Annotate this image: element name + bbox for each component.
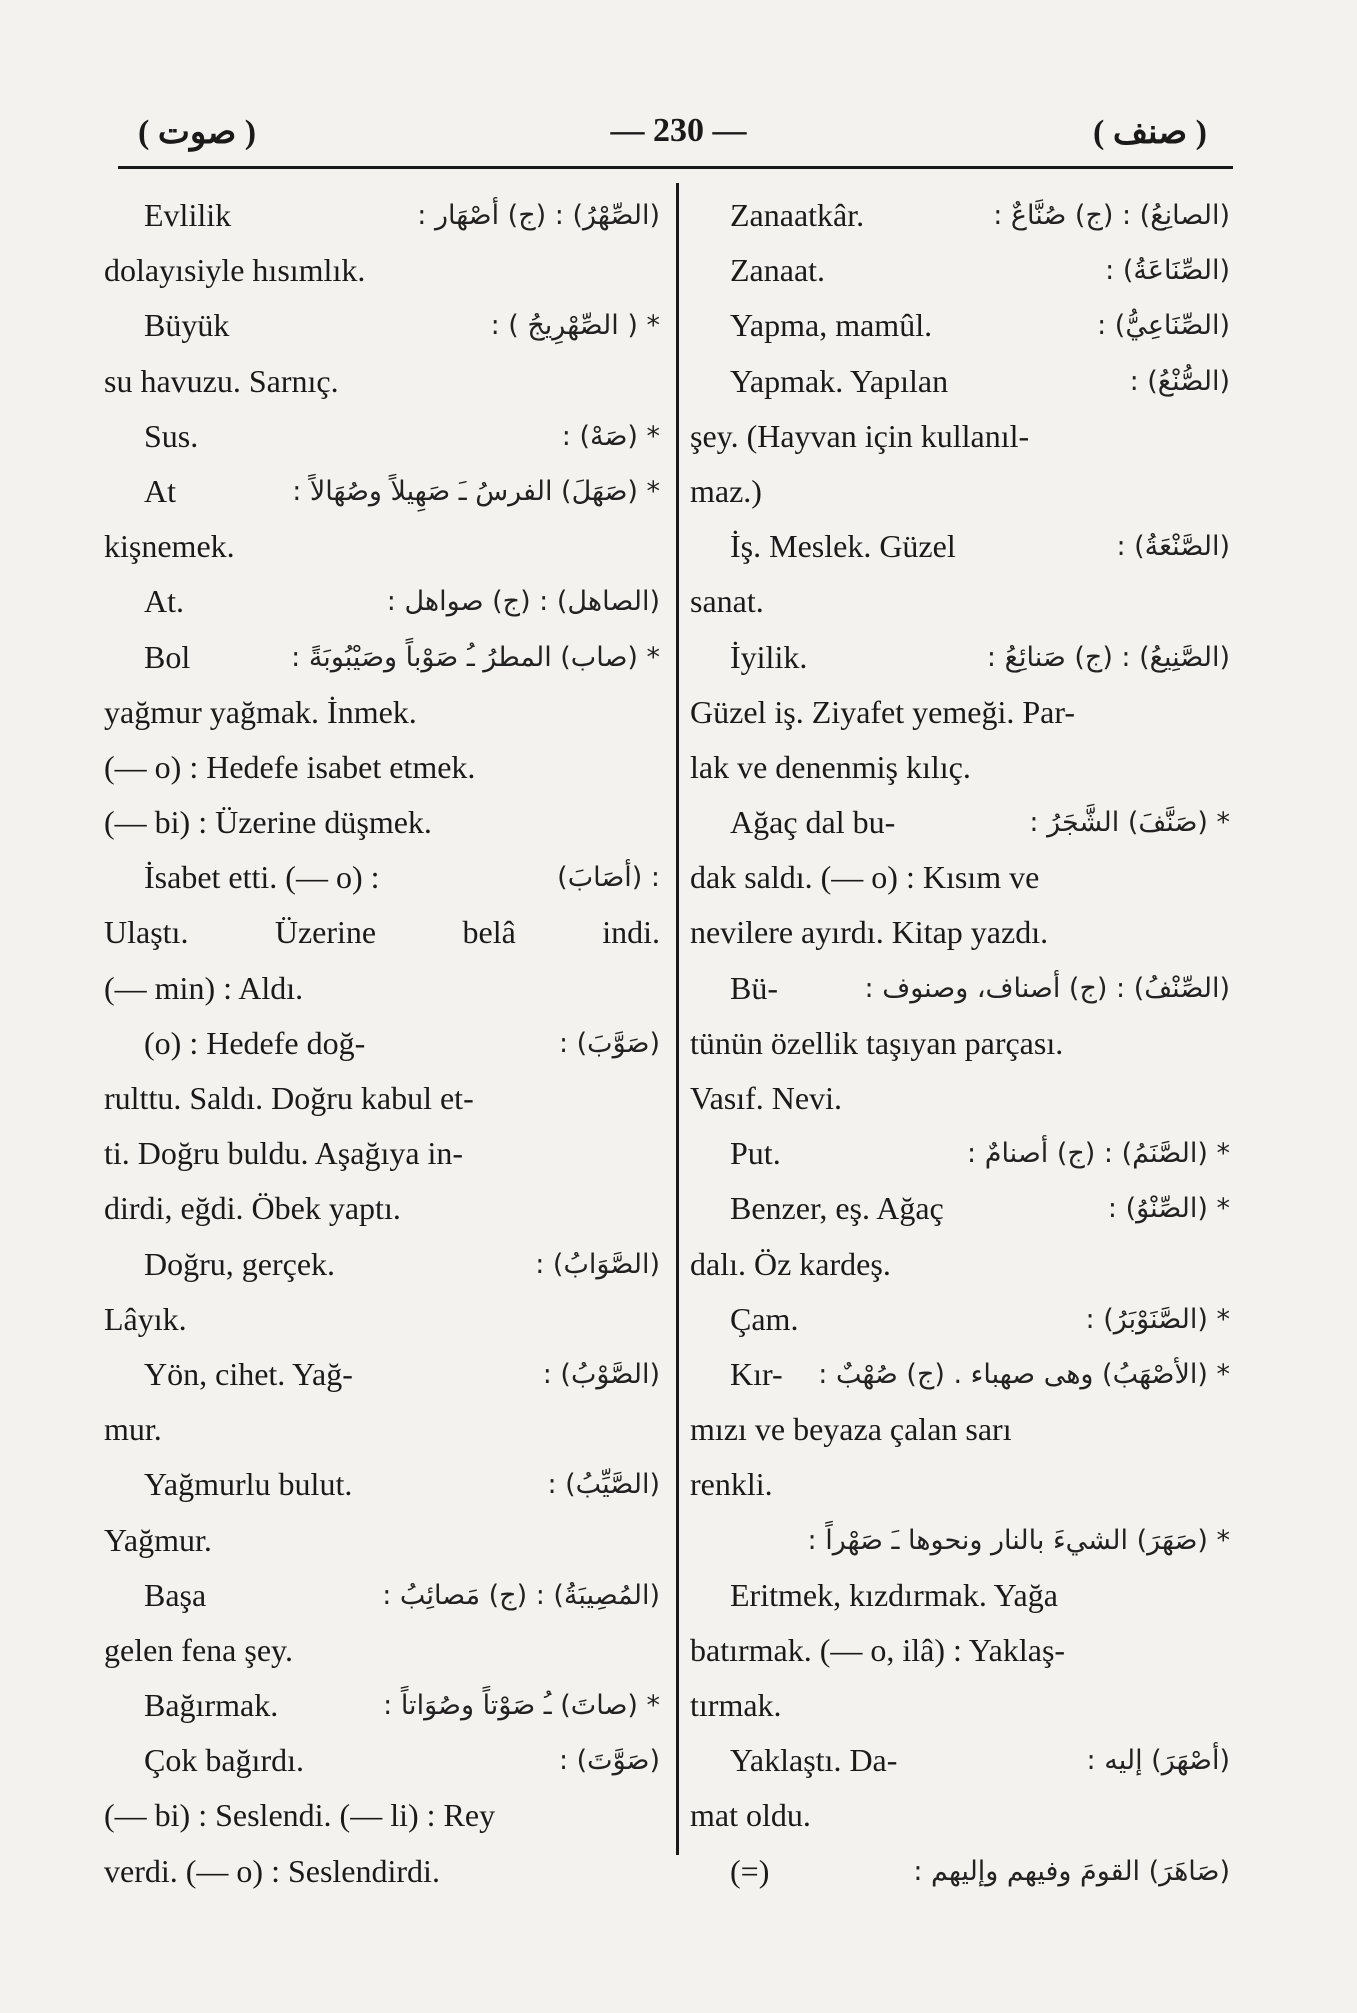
turkish-definition: kişnemek. <box>104 528 235 565</box>
turkish-definition: Yağmurlu bulut. <box>144 1466 353 1503</box>
arabic-headword: * (الصِّنْوُ) : <box>1107 1193 1230 1225</box>
turkish-definition: Lâyık. <box>104 1300 187 1337</box>
entry-line <box>104 1347 660 1402</box>
arabic-headword: (الصاهل) : (ج) صواهل : <box>386 586 660 618</box>
entry-line <box>690 1402 1230 1457</box>
turkish-definition: Benzer, eş. Ağaç <box>730 1190 944 1227</box>
turkish-definition: İyilik. <box>730 638 808 675</box>
entry-line <box>104 1678 660 1733</box>
entry-line <box>104 685 660 740</box>
turkish-definition: Çok bağırdı. <box>144 1742 304 1779</box>
arabic-headword: * (صَهْ) : <box>561 420 660 452</box>
turkish-definition: mur. <box>104 1411 162 1448</box>
entry-line <box>690 961 1230 1016</box>
header-right-guide-word: ( صنف ) <box>1093 114 1207 151</box>
arabic-headword: (الصانِعُ) : (ج) صُنَّاعٌ : <box>993 200 1230 231</box>
entry-line <box>690 519 1230 574</box>
left-column <box>104 188 660 1899</box>
turkish-definition: nevilere ayırdı. Kitap yazdı. <box>690 914 1049 951</box>
turkish-definition: Vasıf. Nevi. <box>690 1080 842 1116</box>
entry-line <box>104 1071 660 1126</box>
entry-line <box>104 409 660 464</box>
turkish-definition: Yapmak. Yapılan <box>730 362 949 399</box>
entry-line <box>690 1513 1230 1568</box>
turkish-definition: dolayısiyle hısımlık. <box>104 252 366 289</box>
header-left-guide-word: ( صوت ) <box>138 114 257 151</box>
entry-line <box>104 1623 660 1678</box>
turkish-definition: (— min) : Aldı. <box>104 969 304 1006</box>
turkish-definition: şey. (Hayvan için kullanıl- <box>690 417 1030 454</box>
turkish-definition: yağmur yağmak. İnmek. <box>104 693 417 730</box>
entry-line <box>104 630 660 685</box>
entry-line <box>104 574 660 629</box>
entry-line <box>690 850 1230 905</box>
turkish-definition: Yağmur. <box>104 1521 212 1558</box>
turkish-definition: (— o) : Hedefe isabet etmek. <box>104 748 476 785</box>
turkish-definition: dalı. Öz kardeş. <box>690 1245 891 1282</box>
entry-line <box>104 850 660 905</box>
entry-line <box>690 188 1230 243</box>
turkish-definition: Eritmek, kızdırmak. Yağa <box>730 1576 1058 1613</box>
arabic-headword: : (أصَابَ) <box>557 862 660 894</box>
entry-line <box>690 464 1230 519</box>
turkish-definition: İş. Meslek. Güzel <box>730 528 956 565</box>
entry-line <box>690 740 1230 795</box>
arabic-headword: (الصَّنْعَةُ) : <box>1116 531 1230 563</box>
turkish-definition: (=) <box>730 1852 770 1889</box>
turkish-definition: Yapma, mamûl. <box>730 307 933 344</box>
entry-line <box>104 1788 660 1843</box>
arabic-headword: (المُصِيبَةُ) : (ج) مَصائِبُ : <box>382 1579 660 1611</box>
entry-line <box>104 1181 660 1236</box>
turkish-definition: Bol <box>144 638 191 675</box>
arabic-headword: * (الأصْهَبُ) وهى صهباء . (ج) صُهْبٌ : <box>818 1358 1230 1390</box>
entry-line <box>104 188 660 243</box>
right-column <box>690 188 1230 1899</box>
entry-line <box>690 1071 1230 1126</box>
arabic-headword: * ( الصِّهْرِيجُ ) : <box>490 310 660 342</box>
turkish-definition: (— bi) : Seslendi. (— li) : Rey <box>104 1797 496 1834</box>
arabic-headword: (صَوَّبَ) : <box>558 1027 660 1059</box>
arabic-headword: * (الصَّنَمُ) : (ج) أصنامٌ : <box>967 1138 1230 1170</box>
arabic-headword: (صَاهَرَ) القومَ وفيهم وإليهم : <box>913 1855 1230 1887</box>
turkish-definition: Zanaatkâr. <box>730 197 865 233</box>
entry-line <box>690 1623 1230 1678</box>
entry-line <box>104 354 660 409</box>
turkish-definition: Bağırmak. <box>144 1687 279 1724</box>
header-rule <box>118 166 1233 169</box>
turkish-definition: Sus. <box>144 417 199 454</box>
entry-line <box>690 354 1230 409</box>
arabic-headword: (الصَّنِيعُ) : (ج) صَنائِعُ : <box>986 641 1230 673</box>
entry-line <box>690 1844 1230 1899</box>
arabic-headword: * (صَنَّفَ) الشَّجَرُ : <box>1029 807 1230 839</box>
entry-line <box>104 1844 660 1899</box>
column-divider <box>676 183 679 1855</box>
entry-line <box>690 243 1230 298</box>
entry-line <box>104 961 660 1016</box>
turkish-definition: tünün özellik taşıyan parçası. <box>690 1024 1064 1061</box>
entry-line <box>690 1016 1230 1071</box>
arabic-headword: (صَوَّتَ) : <box>558 1745 660 1777</box>
entry-line <box>104 1457 660 1512</box>
entry-line <box>690 1292 1230 1347</box>
entry-line <box>104 519 660 574</box>
arabic-headword: (الصَّوَابُ) : <box>535 1248 660 1280</box>
entry-line <box>104 1733 660 1788</box>
entry-line <box>690 409 1230 464</box>
entry-line <box>104 1513 660 1568</box>
entry-line <box>690 685 1230 740</box>
turkish-definition: Büyük <box>144 307 230 344</box>
entry-line <box>104 1402 660 1457</box>
entry-line <box>104 464 660 519</box>
arabic-headword: * (صَهَلَ) الفرسُ ـَ صَهِيلاً وصُهَالاً : <box>292 475 660 507</box>
entry-line <box>104 1016 660 1071</box>
turkish-definition: sanat. <box>690 583 764 620</box>
turkish-definition: (— bi) : Üzerine düşmek. <box>104 804 432 841</box>
arabic-headword: * (صاتَ) ـُ صَوْتاً وصُوَاتاً : <box>383 1690 660 1722</box>
turkish-definition: Başa <box>144 1576 207 1613</box>
turkish-definition: dak saldı. (— o) : Kısım ve <box>690 859 1040 896</box>
entry-line <box>690 1126 1230 1181</box>
turkish-definition: batırmak. (— o, ilâ) : Yaklaş- <box>690 1631 1066 1668</box>
turkish-definition: rulttu. Saldı. Doğru kabul et- <box>104 1080 474 1116</box>
turkish-definition: At <box>144 472 176 509</box>
entry-line <box>104 243 660 298</box>
turkish-definition: Evlilik <box>144 197 232 233</box>
arabic-headword: (الصَّوْبُ) : <box>542 1358 660 1390</box>
entry-line <box>690 574 1230 629</box>
page-number: — 230 — <box>610 112 747 149</box>
arabic-headword: (الصِّهْرُ) : (ج) أصْهَار : <box>417 200 660 231</box>
entry-line <box>104 1126 660 1181</box>
turkish-definition: lak ve denenmiş kılıç. <box>690 748 971 785</box>
turkish-definition: At. <box>144 583 184 620</box>
turkish-definition: tırmak. <box>690 1687 782 1724</box>
entry-line <box>690 1733 1230 1788</box>
arabic-headword: (أصْهَرَ) إليه : <box>1086 1745 1230 1777</box>
turkish-definition: Doğru, gerçek. <box>144 1245 336 1282</box>
turkish-definition: gelen fena şey. <box>104 1631 293 1668</box>
entry-line <box>104 795 660 850</box>
arabic-headword: (الصَّيِّبُ) : <box>547 1469 660 1501</box>
turkish-definition: Yön, cihet. Yağ- <box>144 1355 353 1392</box>
entry-line <box>690 1237 1230 1292</box>
turkish-definition: Ulaştı. Üzerine belâ indi. <box>104 914 660 951</box>
turkish-definition: mat oldu. <box>690 1797 811 1834</box>
entry-line <box>690 1457 1230 1512</box>
arabic-headword: * (صَهَرَ) الشيءَ بالنار ونحوها ـَ صَهْراً : <box>807 1524 1230 1556</box>
arabic-headword: (الصِّنْفُ) : (ج) أصناف، وصنوف : <box>864 972 1230 1004</box>
arabic-headword: (الصِّنَاعِيُّ) : <box>1097 310 1230 342</box>
entry-line <box>690 298 1230 353</box>
entry-line <box>690 1347 1230 1402</box>
turkish-definition: Ağaç dal bu- <box>730 804 896 841</box>
entry-line <box>690 905 1230 960</box>
turkish-definition: Yaklaştı. Da- <box>730 1742 898 1779</box>
entry-line <box>104 1292 660 1347</box>
turkish-definition: verdi. (— o) : Seslendirdi. <box>104 1852 440 1889</box>
entry-line <box>104 298 660 353</box>
entry-line <box>104 1237 660 1292</box>
turkish-definition: Çam. <box>730 1300 799 1337</box>
turkish-definition: Güzel iş. Ziyafet yemeği. Par- <box>690 693 1075 730</box>
turkish-definition: renkli. <box>690 1466 773 1503</box>
entry-line <box>690 1568 1230 1623</box>
turkish-definition: Bü- <box>730 969 778 1006</box>
turkish-definition: Kır- <box>730 1355 783 1392</box>
entry-line <box>690 1181 1230 1236</box>
arabic-headword: * (صاب) المطرُ ـُ صَوْباً وصَيْبُوبَةً : <box>291 641 660 673</box>
turkish-definition: Put. <box>730 1135 781 1172</box>
entry-line <box>104 905 660 960</box>
arabic-headword: * (الصَّنَوْبَرُ) : <box>1085 1303 1230 1335</box>
turkish-definition: ti. Doğru buldu. Aşağıya in- <box>104 1135 464 1172</box>
turkish-definition: (o) : Hedefe doğ- <box>144 1024 366 1061</box>
turkish-definition: Zanaat. <box>730 252 826 289</box>
turkish-definition: maz.) <box>690 472 762 509</box>
entry-line <box>690 1788 1230 1843</box>
entry-line <box>104 1568 660 1623</box>
turkish-definition: mızı ve beyaza çalan sarı <box>690 1411 1012 1448</box>
turkish-definition: dirdi, eğdi. Öbek yaptı. <box>104 1190 401 1227</box>
arabic-headword: (الصِّنَاعَةُ) : <box>1105 255 1230 287</box>
turkish-definition: İsabet etti. (— o) : <box>144 859 380 896</box>
entry-line <box>104 740 660 795</box>
arabic-headword: (الصُّنْعُ) : <box>1129 365 1230 397</box>
entry-line <box>690 630 1230 685</box>
entry-line <box>690 1678 1230 1733</box>
turkish-definition: su havuzu. Sarnıç. <box>104 362 339 399</box>
entry-line <box>690 795 1230 850</box>
